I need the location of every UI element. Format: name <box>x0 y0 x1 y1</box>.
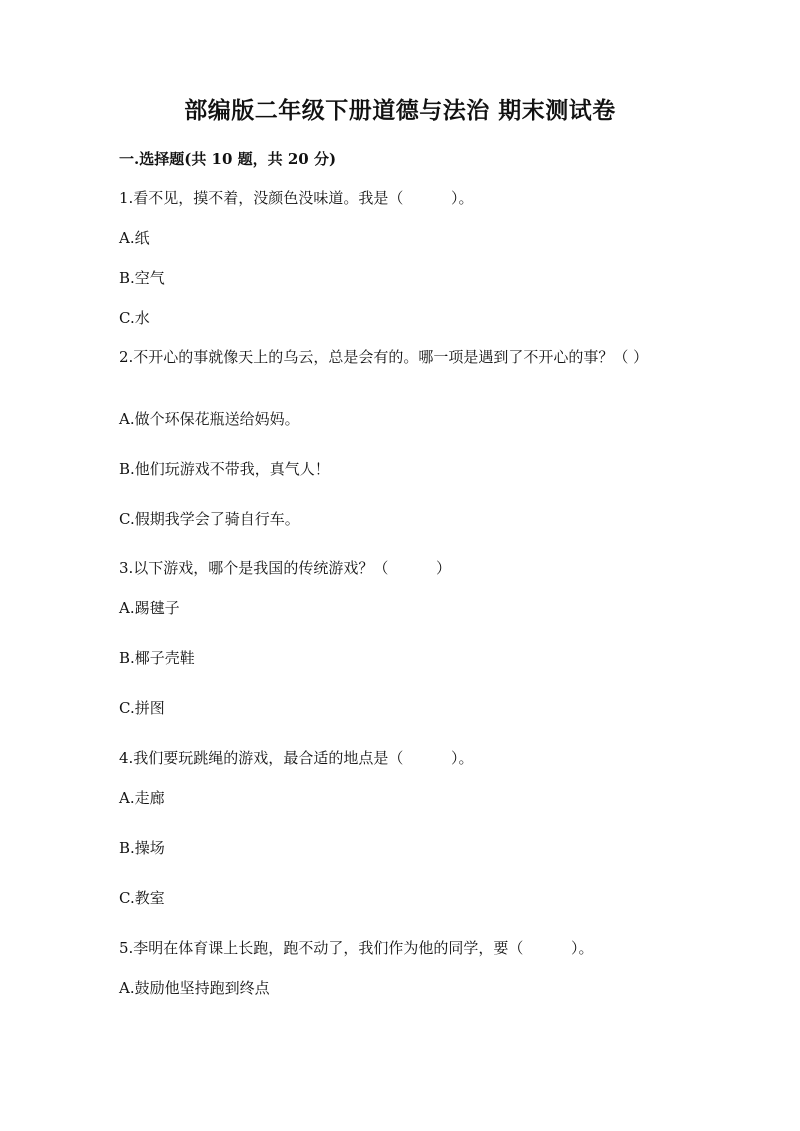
question-1-stem: 1.看不见，摸不着，没颜色没味道。我是（ ）。 <box>119 189 474 207</box>
question-3-option-c: C.拼图 <box>119 699 165 717</box>
section-heading: 一.选择题(共 10 题，共 20 分) <box>119 150 337 168</box>
question-1-option-c: C.水 <box>119 309 150 327</box>
question-2-option-c: C.假期我学会了骑自行车。 <box>119 510 300 528</box>
question-1-option-a: A.纸 <box>119 229 150 247</box>
question-3-option-b: B.椰子壳鞋 <box>119 649 195 667</box>
question-4-option-b: B.操场 <box>119 839 165 857</box>
question-3-option-a: A.踢毽子 <box>119 599 180 617</box>
question-2-stem: 2.不开心的事就像天上的乌云，总是会有的。哪一项是遇到了不开心的事？（ ） <box>119 348 649 366</box>
question-4-stem: 4.我们要玩跳绳的游戏，最合适的地点是（ ）。 <box>119 749 474 767</box>
question-5-stem: 5.李明在体育课上长跑，跑不动了，我们作为他的同学，要（ ）。 <box>119 939 594 957</box>
question-2-option-b: B.他们玩游戏不带我，真气人！ <box>119 460 330 478</box>
question-4-option-a: A.走廊 <box>119 789 165 807</box>
question-4-option-c: C.教室 <box>119 889 165 907</box>
page-title: 部编版二年级下册道德与法治 期末测试卷 <box>184 97 616 124</box>
question-2-option-a: A.做个环保花瓶送给妈妈。 <box>119 410 300 428</box>
question-5-option-a: A.鼓励他坚持跑到终点 <box>119 979 270 997</box>
question-1-option-b: B.空气 <box>119 269 165 287</box>
question-3-stem: 3.以下游戏，哪个是我国的传统游戏？（ ） <box>119 559 451 577</box>
